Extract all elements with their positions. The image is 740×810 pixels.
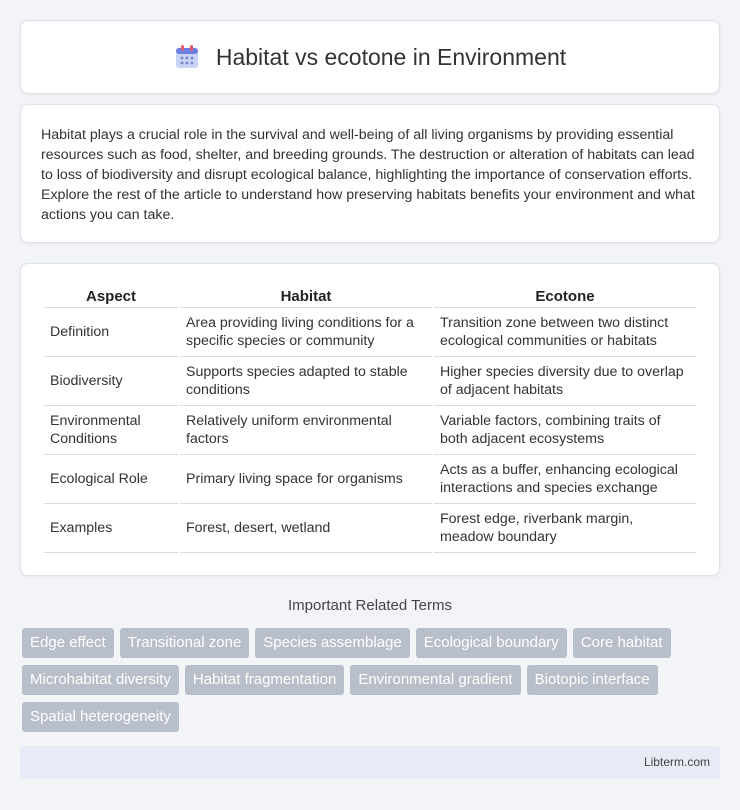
- cell-ecotone: Transition zone between two distinct ecological communities or habitats: [434, 308, 696, 357]
- cell-ecotone: Forest edge, riverbank margin, meadow boundary: [434, 504, 696, 553]
- cell-aspect: Examples: [44, 504, 178, 553]
- header-habitat: Habitat: [180, 286, 432, 308]
- tag-edge-effect[interactable]: Edge effect: [22, 628, 114, 658]
- tag-ecological-boundary[interactable]: Ecological boundary: [416, 628, 567, 658]
- tag-habitat-fragmentation[interactable]: Habitat fragmentation: [185, 665, 344, 695]
- tag-biotopic-interface[interactable]: Biotopic interface: [527, 665, 658, 695]
- tag-transitional-zone[interactable]: Transitional zone: [120, 628, 250, 658]
- cell-habitat: Area providing living conditions for a specific species or community: [180, 308, 432, 357]
- header-ecotone: Ecotone: [434, 286, 696, 308]
- tag-environmental-gradient[interactable]: Environmental gradient: [350, 665, 520, 695]
- cell-habitat: Supports species adapted to stable conditions: [180, 357, 432, 406]
- tag-species-assemblage[interactable]: Species assemblage: [255, 628, 409, 658]
- table-row: [44, 455, 696, 504]
- intro-paragraph: Habitat plays a crucial role in the survival and well-being of all living organisms by providing essential resources such as food, shelter, and breeding grounds. The destruction or alteration of habitats can lead to loss of biodiversity and disrupt ecological balance, highlighting the importance of conservation efforts. Explore the rest of the article to understand how preserving habitats benefits your environment and what actions you can take.: [41, 127, 695, 223]
- calendar-icon: [174, 44, 200, 70]
- tag-spatial-heterogeneity[interactable]: Spatial heterogeneity: [22, 702, 179, 732]
- cell-ecotone: Higher species diversity due to overlap of adjacent habitats: [434, 357, 696, 406]
- cell-aspect: Definition: [44, 308, 178, 357]
- cell-habitat: Primary living space for organisms: [180, 455, 432, 504]
- cell-ecotone: Variable factors, combining traits of both adjacent ecosystems: [434, 406, 696, 455]
- footer: [20, 746, 720, 779]
- table-row: [44, 357, 696, 406]
- cell-aspect: Biodiversity: [44, 357, 178, 406]
- comparison-table: [42, 286, 698, 553]
- page-title: Habitat vs ecotone in Environment: [215, 43, 567, 70]
- tag-core-habitat[interactable]: Core habitat: [573, 628, 671, 658]
- table-row: [44, 406, 696, 455]
- title-card: [20, 20, 720, 94]
- footer-site-link[interactable]: Libterm.com: [643, 755, 710, 769]
- tag-microhabitat-diversity[interactable]: Microhabitat diversity: [22, 665, 179, 695]
- cell-aspect: Ecological Role: [44, 455, 178, 504]
- related-terms-title: Important Related Terms: [288, 597, 452, 614]
- table-header-row: [44, 286, 696, 308]
- related-terms-list: [22, 628, 722, 732]
- cell-habitat: Relatively uniform environmental factors: [180, 406, 432, 455]
- cell-habitat: Forest, desert, wetland: [180, 504, 432, 553]
- comparison-card: [20, 263, 720, 576]
- table-row: [44, 308, 696, 357]
- cell-aspect: Environmental Conditions: [44, 406, 178, 455]
- intro-card: [20, 104, 720, 243]
- cell-ecotone: Acts as a buffer, enhancing ecological interactions and species exchange: [434, 455, 696, 504]
- header-aspect: Aspect: [44, 286, 178, 308]
- table-row: [44, 504, 696, 553]
